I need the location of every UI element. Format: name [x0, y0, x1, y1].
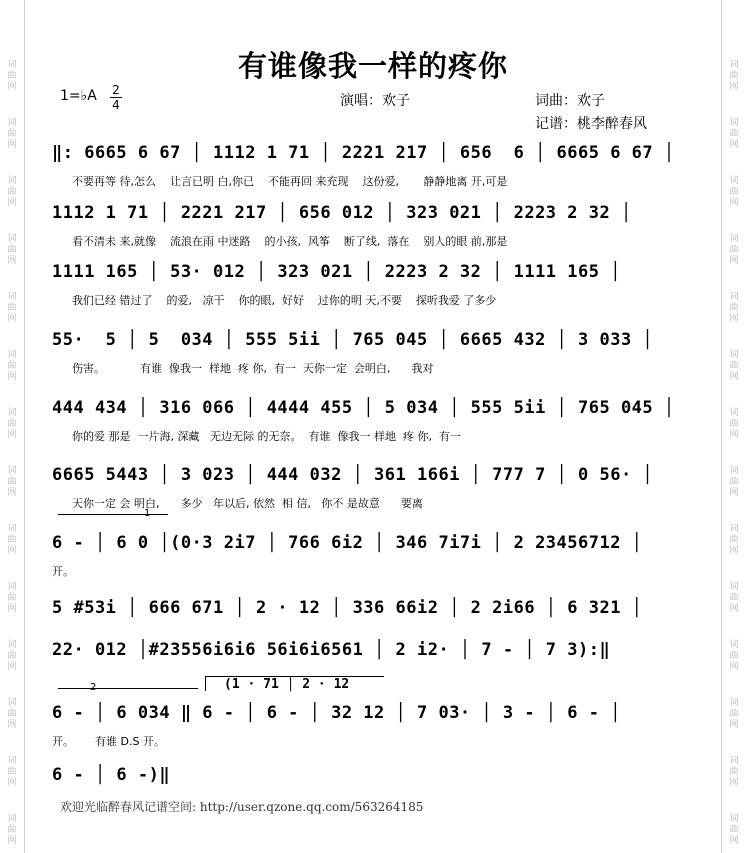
- watermark-mark: 词 曲 网: [7, 176, 17, 208]
- watermark-mark: 词 曲 网: [7, 814, 17, 846]
- notes-line: ‖: 6665 6 67 │ 1112 1 71 │ 2221 217 │ 656 6 │ 6665 6 67 │: [52, 143, 675, 163]
- key-signature: 1=♭A: [60, 88, 97, 104]
- transcriber-credit: 记谱：桃李醉春风: [535, 116, 647, 132]
- watermark-mark: 词 曲 网: [729, 640, 739, 672]
- watermark-mark: 词 曲 网: [729, 118, 739, 150]
- watermark-mark: 词 曲 网: [729, 756, 739, 788]
- watermark-mark: 词 曲 网: [7, 756, 17, 788]
- lyrics-line: 不要再等 待,怎么 让言已明 白,你已 不能再回 来充现 这份爱, 静静地离 开,可是: [72, 175, 508, 188]
- lyrics-line: 开。: [52, 565, 74, 578]
- watermark-mark: 词 曲 网: [7, 582, 17, 614]
- watermark-mark: 词 曲 网: [7, 640, 17, 672]
- lyrics-line: 我们已经 错过了 的爱, 凉干 你的眼, 好好 过你的明 天,不要 探听我爱 了多少: [72, 294, 497, 307]
- notes-line: 55· 5 │ 5 034 │ 555 5ii │ 765 045 │ 6665 432 │ 3 033 │: [52, 330, 654, 350]
- notes-line: 6 - │ 6 034 ‖ 6 - │ 6 - │ 32 12 │ 7 03· │ 3 - │ 6 - │: [52, 703, 621, 723]
- notes-line: 6665 5443 │ 3 023 │ 444 032 │ 361 166i │ 777 7 │ 0 56· │: [52, 465, 654, 485]
- lyrics-line: 天你一定 会 明白, 多少 年以后, 依然 相 信, 你不 是故意 要离: [72, 497, 423, 510]
- watermark-mark: 词 曲 网: [729, 524, 739, 556]
- watermark-mark: 词 曲 网: [7, 408, 17, 440]
- alternate-line: (1 · 71 │ 2 · 12: [205, 676, 384, 691]
- volta-first-bracket: [58, 514, 168, 515]
- watermark-mark: 词 曲 网: [7, 234, 17, 266]
- watermark-mark: 词 曲 网: [729, 60, 739, 92]
- watermark-mark: 词 曲 网: [7, 698, 17, 730]
- watermark-mark: 词 曲 网: [7, 350, 17, 382]
- lyrics-line: 你的爱 那是 一片海, 深藏 无边无际 的无奈。 有谁 像我一 样地 疼 你, 有一: [72, 430, 461, 443]
- time-top: 2: [112, 83, 120, 97]
- volta-second-label: 2: [90, 682, 97, 693]
- song-title: 有谁像我一样的疼你: [237, 49, 508, 83]
- lyrics-line: 伤害。 有谁 像我一 样地 疼 你, 有一 天你一定 会明白, 我对: [72, 362, 434, 375]
- watermark-mark: 词 曲 网: [7, 118, 17, 150]
- watermark-mark: 词 曲 网: [7, 524, 17, 556]
- time-signature: [110, 84, 122, 111]
- watermark-mark: 词 曲 网: [7, 60, 17, 92]
- watermark-mark: 词 曲 网: [729, 176, 739, 208]
- volta-first-label: 1: [144, 508, 151, 519]
- notes-line: 5 #53i │ 666 671 │ 2 · 12 │ 336 66i2 │ 2 2i66 │ 6 321 │: [52, 598, 643, 618]
- watermark-mark: 词 曲 网: [729, 408, 739, 440]
- notes-line: 6 - │ 6 0 │(0·3 2i7 │ 766 6i2 │ 346 7i7i │ 2 23456712 │: [52, 533, 643, 553]
- volta-second-bracket: [58, 688, 198, 689]
- watermark-mark: 词 曲 网: [729, 698, 739, 730]
- time-bottom: 4: [112, 98, 120, 112]
- notes-line: 1112 1 71 │ 2221 217 │ 656 012 │ 323 021 │ 2223 2 32 │: [52, 203, 632, 223]
- watermark-mark: 词 曲 网: [729, 350, 739, 382]
- composer-credit: 词曲：欢子: [535, 93, 605, 109]
- notes-line: 6 - │ 6 -)‖: [52, 765, 171, 785]
- notes-line: 22· 012 │#23556i6i6 56i6i6561 │ 2 i2· │ 7 - │ 7 3):‖: [52, 640, 611, 660]
- watermark-mark: 词 曲 网: [729, 814, 739, 846]
- watermark-mark: 词 曲 网: [7, 292, 17, 324]
- watermark-mark: 词 曲 网: [729, 234, 739, 266]
- footer-credit: 欢迎光临醉春风记谱空间: http://user.qzone.qq.com/563264185: [60, 800, 424, 814]
- watermark-mark: 词 曲 网: [729, 292, 739, 324]
- notes-line: 444 434 │ 316 066 │ 4444 455 │ 5 034 │ 555 5ii │ 765 045 │: [52, 398, 675, 418]
- watermark-mark: 词 曲 网: [7, 466, 17, 498]
- watermark-mark: 词 曲 网: [729, 582, 739, 614]
- lyrics-line: 开。 有谁 D.S 开。: [52, 735, 165, 748]
- watermark-mark: 词 曲 网: [729, 466, 739, 498]
- lyrics-line: 看不清未 来,就像 流浪在雨 中迷路 的小孩, 风筝 断了线, 落在 别人的眼 前,那是: [72, 235, 508, 248]
- notes-line: 1111 165 │ 53· 012 │ 323 021 │ 2223 2 32 │ 1111 165 │: [52, 262, 621, 282]
- singer-credit: 演唱：欢子: [340, 93, 410, 109]
